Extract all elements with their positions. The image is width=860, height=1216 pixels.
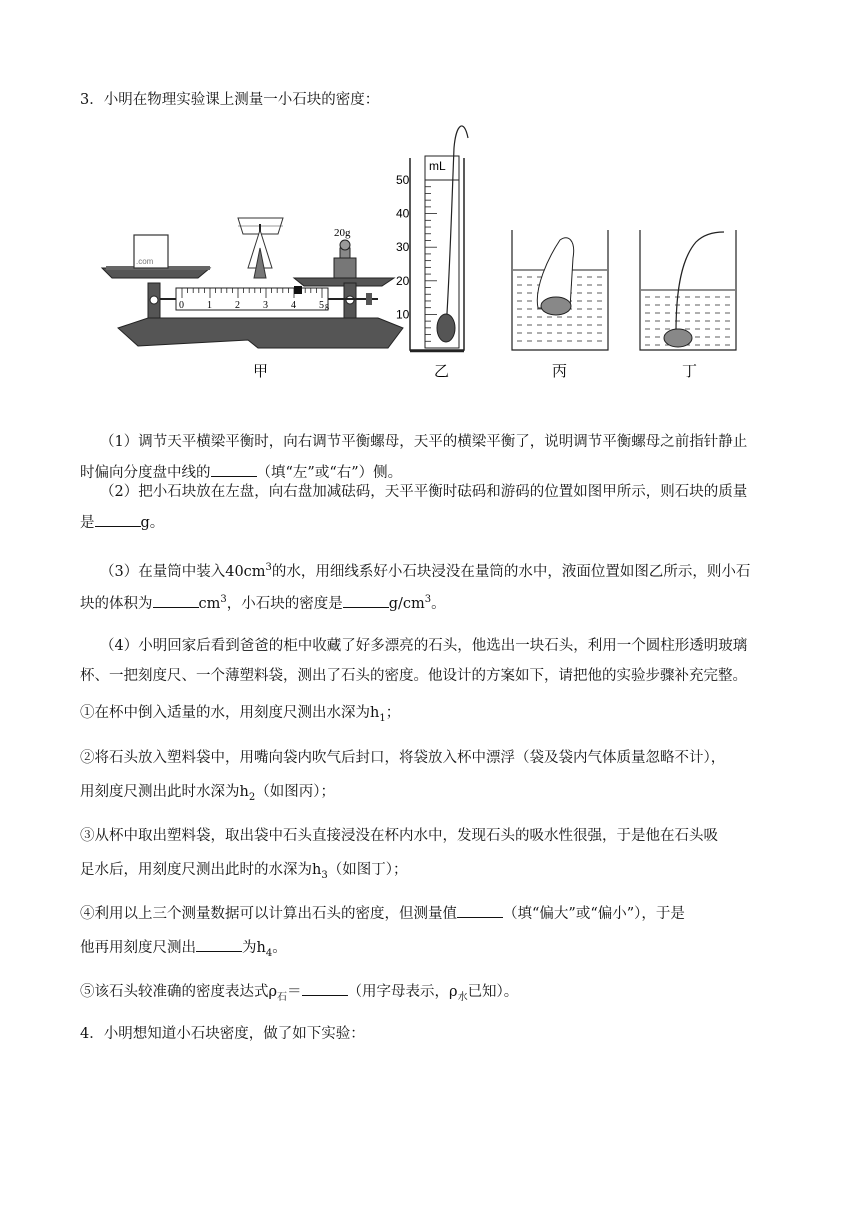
subq-3-line2: 块的体积为 $cm^3$，小石块的密度是 $g/cm^3$。 [80,594,446,612]
subq-2-line2: 是 g。 [80,512,792,533]
caption-yi: 乙 [434,362,450,380]
subq-4-line1: （4）小明回家后看到爸爸的柜中收藏了好多漂亮的石头，他选出一块石头，利用一个圆柱形透明玻璃 [100,638,748,654]
cylinder-ticks [396,173,437,348]
cylinder-tick-label: 20 [396,273,410,288]
question-4-stem [80,1024,792,1044]
scale-tick-label: 2 [235,300,240,311]
balance-diagram [102,218,403,380]
question-number: 4． [80,1026,104,1042]
answer-blank[interactable] [153,593,199,608]
cup-ding [640,230,736,380]
subq-4-line2: 杯、一把刻度尺、一个薄塑料袋，测出了石头的密度。他设计的方案如下，请把他的实验步骤补充完整。 [80,668,747,684]
step-2-line2: 用刻度尺测出此时水深为$h_2$（如图丙）； [80,784,335,803]
step-3-line1: ③从杯中取出塑料袋，取出袋中石头直接浸没在杯内水中，发现石头的吸水性很强，于是他在石头吸 [80,828,718,844]
scale-tick-label: 3 [263,300,268,311]
answer-blank[interactable] [196,937,242,952]
caption-jia: 甲 [253,362,269,380]
subq-1-line2: 时偏向分度盘中线的 （填“左”或“右”）侧。 [80,462,792,483]
answer-blank[interactable] [211,462,257,477]
answer-blank[interactable] [343,593,389,608]
step-4-line1: ④利用以上三个测量数据可以计算出石头的密度，但测量值 （填“偏大”或“偏小”），于是 [80,903,792,924]
cylinder-tick-label: 10 [396,307,410,322]
answer-blank[interactable] [95,512,141,527]
step-2-line1: ②将石头放入塑料袋中，用嘴向袋内吹气后封口，将袋放入杯中漂浮（袋及袋内气体质量忽略不计）， [80,750,726,766]
subq-2-line1: （2）把小石块放在左盘，向右盘加减砝码，天平平衡时砝码和游码的位置如图甲所示，则石块的质量 [100,484,748,500]
step-5: ⑤该石头较准确的密度表达式$\rho_石=$ （用字母表示，$\rho_水$已知）。 [80,981,792,1008]
cylinder-tick-label: 40 [396,206,410,221]
scale-tick-label: 1 [207,300,212,311]
step-4-line2: 他再用刻度尺测出 为$h_4$。 [80,937,792,964]
cup-bing [512,230,608,380]
experiment-figure [98,118,738,388]
cylinder-tick-label: 50 [396,173,410,187]
graduated-cylinder [396,126,468,380]
subq-1-line1: （1）调节天平横梁平衡时，向右调节平衡螺母，天平的横梁平衡了，说明调节平衡螺母之前指针静止 [100,434,748,450]
caption-bing: 丙 [552,362,568,380]
cylinder-unit: mL [429,159,446,173]
answer-blank[interactable] [302,981,348,996]
question-text: 小明在物理实验课上测量一小石块的密度： [103,92,380,108]
answer-blank[interactable] [457,903,503,918]
scale-tick-label: 4 [291,300,296,311]
scale-tick-label: 0 [179,300,184,311]
question-number: 3． [80,92,104,108]
question-text: 小明想知道小石块密度，做了如下实验： [103,1026,365,1042]
step-1: ①在杯中倒入适量的水，用刻度尺测出水深为$h_1$； [80,705,401,724]
scale-unit: g [325,301,329,310]
rider [294,286,302,294]
question-3-stem [80,90,792,110]
box-label: .com [136,257,154,266]
step-3-line2: 足水后，用刻度尺测出此时的水深为$h_3$（如图丁）； [80,862,408,881]
caption-ding: 丁 [682,362,698,380]
weight-label: 20g [334,227,351,239]
subq-3-line1: （3）在量筒中装入$40cm^3$的水，用细线系好小石块浸没在量筒的水中，液面位置如图乙所示，则小石 [100,562,751,580]
cylinder-tick-label: 30 [396,240,410,255]
scale-tick-label: 5 [319,300,324,311]
